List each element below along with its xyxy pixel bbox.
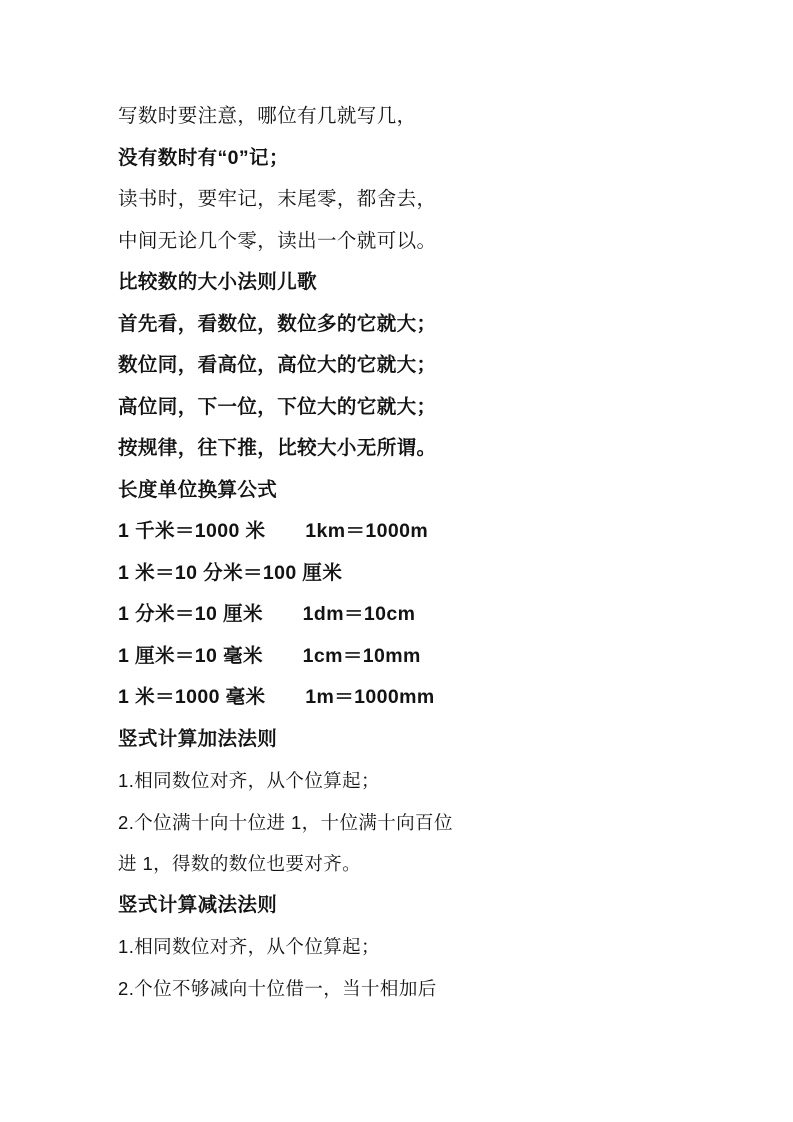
formula-line: 1 米＝1000 毫米 1m＝1000mm [118,686,435,708]
text-line: 没有数时有“0”记； [118,146,289,169]
section-heading: 竖式计算加法法则 [118,727,278,750]
text-line: 1.相同数位对齐，从个位算起； [118,770,380,791]
text-line: 按规律，往下推，比较大小无所谓。 [118,437,437,459]
section-heading: 竖式计算减法法则 [118,893,278,916]
text-line: 高位同，下一位，下位大的它就大； [118,395,437,418]
text-line: 写数时要注意，哪位有几就写几， [118,105,417,127]
formula-line: 1 米＝10 分米＝100 厘米 [118,561,343,584]
formula-line: 1 厘米＝10 毫米 1cm＝10mm [118,644,421,667]
text-line: 中间无论几个零，读出一个就可以。 [118,229,437,252]
document-body [118,96,675,1009]
formula-line: 1 千米＝1000 米 1km＝1000m [118,520,429,542]
section-heading: 长度单位换算公式 [118,478,278,501]
text-line: 首先看，看数位，数位多的它就大； [118,312,437,335]
text-line: 2.个位满十向十位进 1，十位满十向百位 [118,811,453,833]
text-line: 读书时，要牢记，末尾零，都舍去， [118,188,437,210]
formula-line: 1 分米＝10 厘米 1dm＝10cm [118,603,416,625]
section-heading: 比较数的大小法则儿歌 [118,271,318,293]
text-line: 进 1，得数的数位也要对齐。 [118,853,362,874]
text-line: 1.相同数位对齐，从个位算起； [118,936,380,957]
text-line: 数位同，看高位，高位大的它就大； [118,354,437,376]
text-line: 2.个位不够减向十位借一，当十相加后 [118,977,437,999]
